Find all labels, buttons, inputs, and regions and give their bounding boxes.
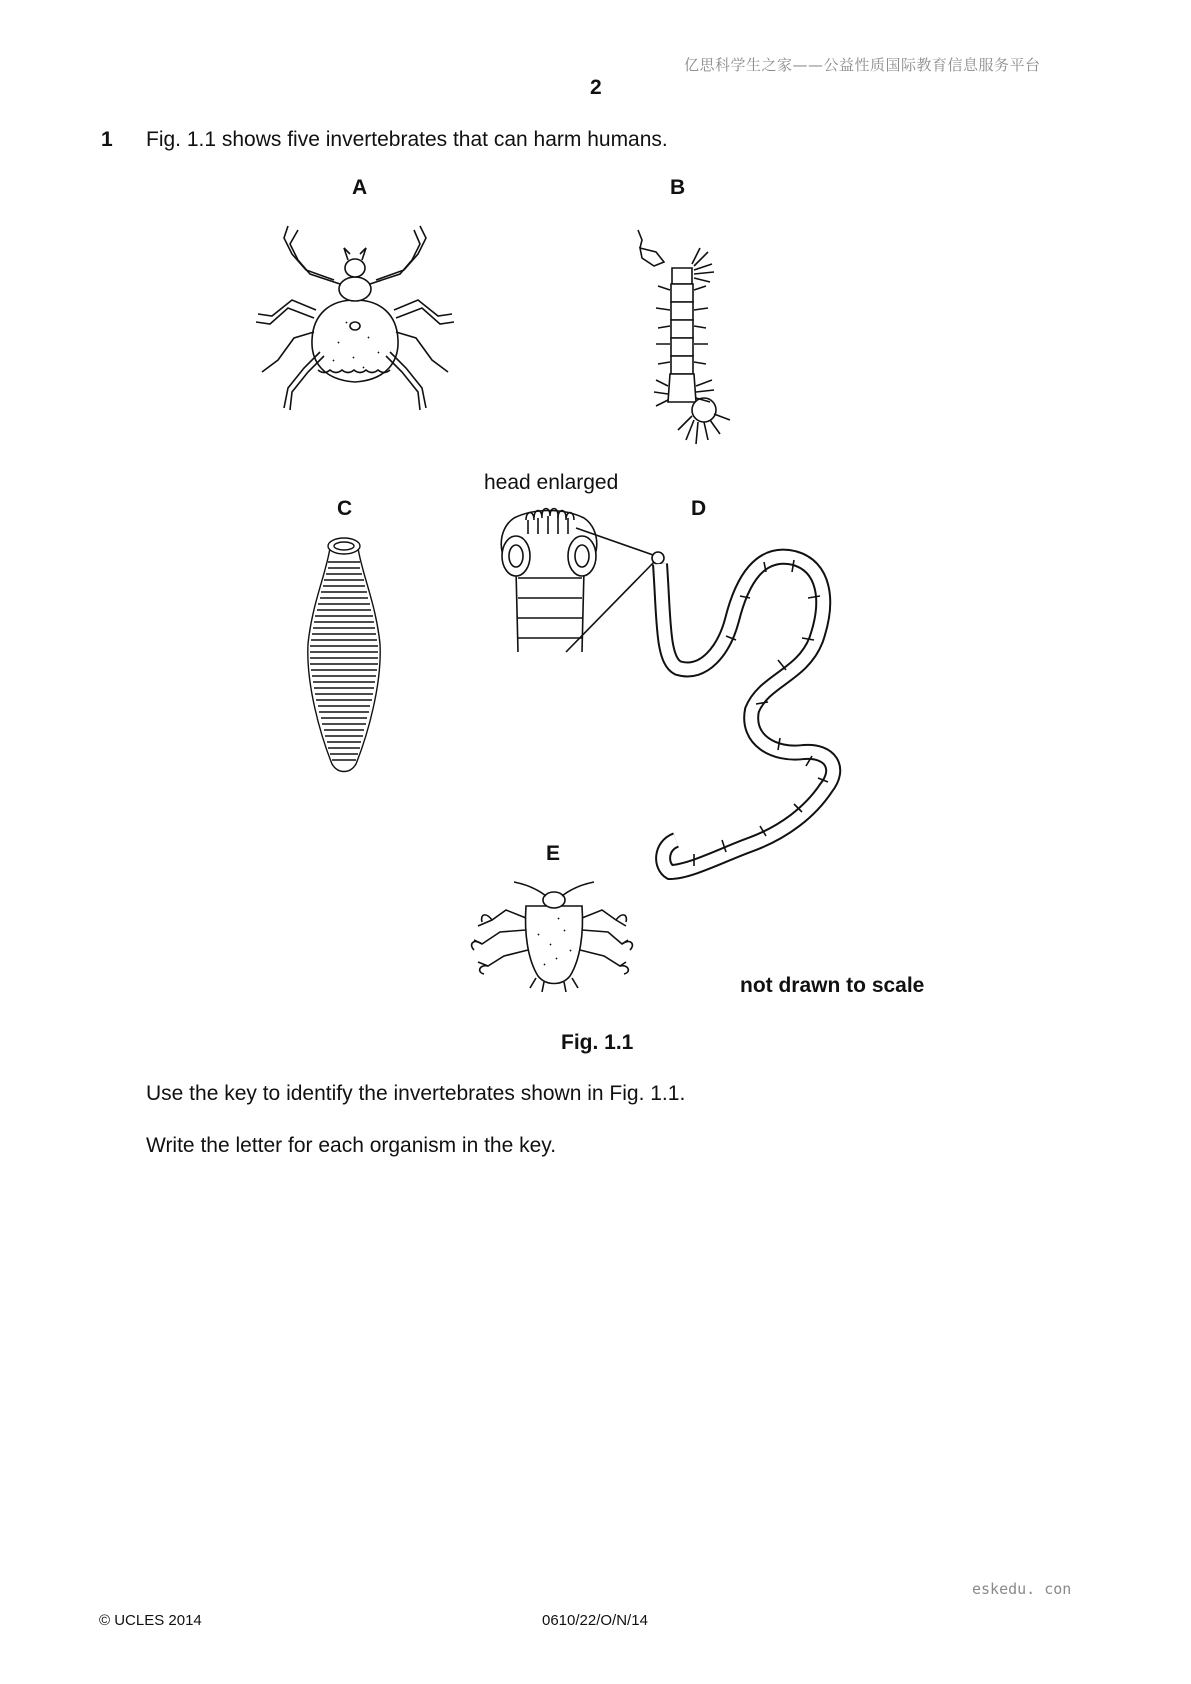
organism-d-tapeworm-drawing (494, 500, 894, 890)
page-number: 2 (590, 76, 602, 99)
footer-paper-code: 0610/22/O/N/14 (542, 1612, 648, 1629)
scale-note: not drawn to scale (740, 974, 925, 997)
footer-watermark: eskedu. con (972, 1580, 1072, 1598)
organism-a-tick-drawing (258, 222, 458, 412)
question-text: Fig. 1.1 shows five invertebrates that can harm humans. (146, 128, 668, 151)
question-number: 1 (101, 128, 113, 151)
organism-b-larva-drawing (634, 226, 734, 446)
instruction-line-2: Write the letter for each organism in the key. (146, 1134, 557, 1157)
label-e: E (546, 842, 561, 865)
organism-e-louse-drawing (470, 874, 630, 994)
organism-c-leech-drawing (306, 534, 386, 774)
label-c: C (337, 497, 353, 520)
label-b: B (670, 176, 686, 199)
head-enlarged-label: head enlarged (484, 471, 619, 494)
instruction-line-1: Use the key to identify the invertebrates shown in Fig. 1.1. (146, 1082, 686, 1105)
label-d: D (691, 497, 707, 520)
figure-caption: Fig. 1.1 (561, 1031, 634, 1054)
footer-copyright: © UCLES 2014 (99, 1612, 202, 1629)
label-a: A (352, 176, 368, 199)
header-watermark: 亿思科学生之家——公益性质国际教育信息服务平台 (684, 56, 1041, 74)
